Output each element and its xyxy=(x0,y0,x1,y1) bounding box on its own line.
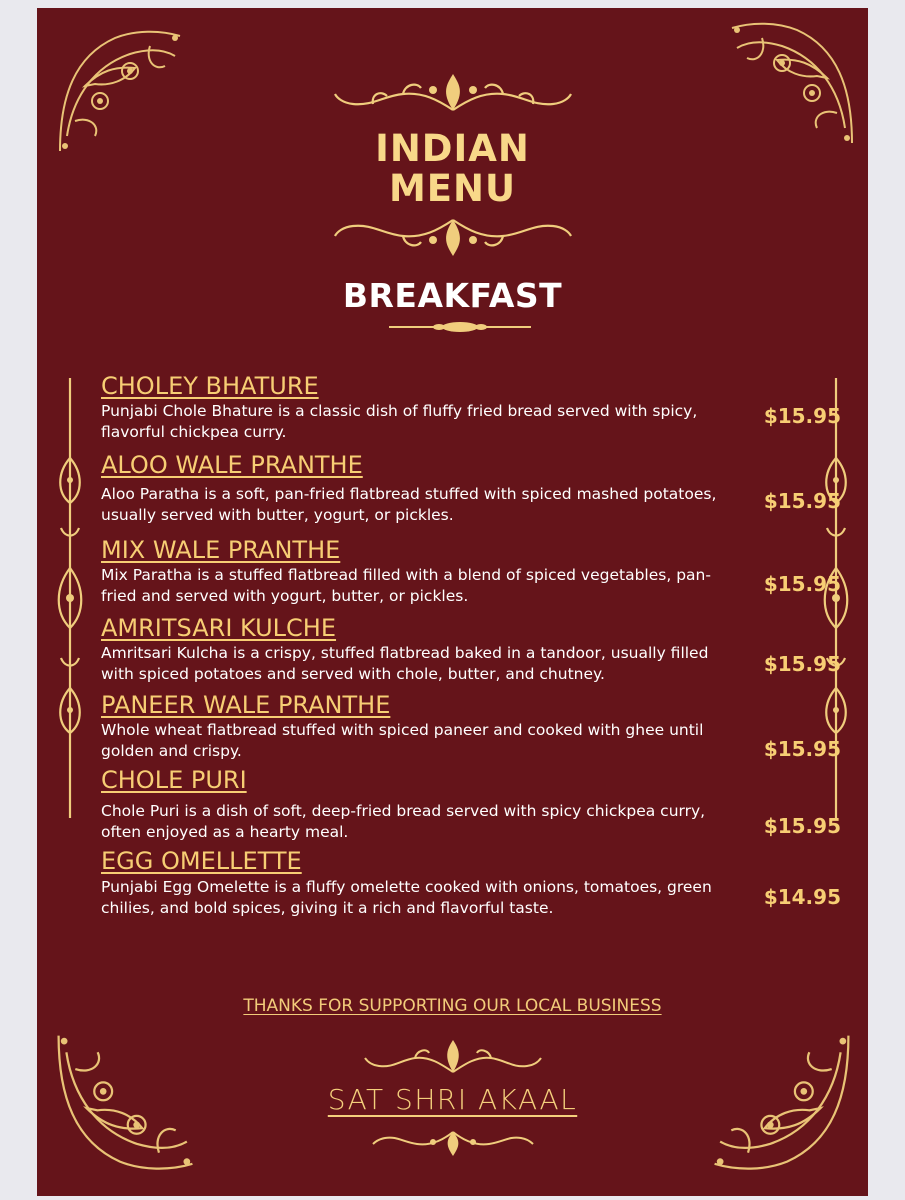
menu-item-paneer-wale-pranthe xyxy=(101,691,841,761)
menu-item-amritsari-kulche xyxy=(101,614,841,684)
divider-icon xyxy=(389,320,531,334)
menu-title-line1: INDIAN xyxy=(375,127,530,170)
item-description: Chole Puri is a dish of soft, deep-fried bread served with spicy chickpea curry, often enjoyed as a hearty meal. xyxy=(101,802,706,841)
item-price: $15.95 xyxy=(763,572,841,596)
item-description: Aloo Paratha is a soft, pan-fried flatbread stuffed with spiced mashed potatoes, usually served with butter, yogurt, or pickles. xyxy=(101,485,717,524)
item-price: $15.95 xyxy=(763,652,841,676)
greeting-text: SAT SHRI AKAAL xyxy=(327,1083,578,1116)
flourish-mid-icon xyxy=(333,214,573,260)
menu-item-mix-wale-pranthe xyxy=(101,536,841,606)
thanks-message: THANKS FOR SUPPORTING OUR LOCAL BUSINESS xyxy=(243,996,662,1016)
menu-item-aloo-wale-pranthe xyxy=(101,451,841,525)
item-price: $15.95 xyxy=(763,737,841,761)
item-name: AMRITSARI KULCHE xyxy=(101,614,337,642)
menu-item-egg-omellette xyxy=(101,847,841,918)
item-description: Mix Paratha is a stuffed flatbread filled with a blend of spiced vegetables, pan-fried and served with yogurt, butter, or pickles. xyxy=(101,566,711,605)
side-ornament-left-icon xyxy=(57,378,83,818)
item-description: Punjabi Egg Omelette is a fluffy omelette cooked with onions, tomatoes, green chilies, and bold spices, giving it a rich and flavorful taste. xyxy=(101,878,712,917)
item-price: $15.95 xyxy=(763,489,841,513)
section-heading-breakfast: BREAKFAST xyxy=(342,276,563,315)
flourish-top-icon xyxy=(333,70,573,116)
item-price: $14.95 xyxy=(763,885,841,909)
item-name: CHOLE PURI xyxy=(101,766,247,794)
flourish-footer-top-icon xyxy=(365,1038,541,1076)
item-name: MIX WALE PRANTHE xyxy=(101,536,341,564)
greeting xyxy=(37,1083,868,1116)
item-name: PANEER WALE PRANTHE xyxy=(101,691,391,719)
item-name: ALOO WALE PRANTHE xyxy=(101,451,363,479)
menu-title-line2: MENU xyxy=(388,167,517,210)
menu-card xyxy=(37,8,868,1196)
menu-item-choley-bhature xyxy=(101,372,841,442)
flourish-footer-bottom-icon xyxy=(373,1128,533,1158)
item-description: Punjabi Chole Bhature is a classic dish of fluffy fried bread served with spicy, flavorful chickpea curry. xyxy=(101,402,698,441)
item-name: EGG OMELLETTE xyxy=(101,847,302,875)
item-description: Whole wheat flatbread stuffed with spiced paneer and cooked with ghee until golden and crispy. xyxy=(101,721,704,760)
menu-item-chole-puri xyxy=(101,766,841,842)
item-description: Amritsari Kulcha is a crispy, stuffed flatbread baked in a tandoor, usually filled with spiced potatoes and served with chole, butter, and chutney. xyxy=(101,644,709,683)
item-price: $15.95 xyxy=(763,814,841,838)
item-name: CHOLEY BHATURE xyxy=(101,372,319,400)
item-price: $15.95 xyxy=(763,404,841,428)
